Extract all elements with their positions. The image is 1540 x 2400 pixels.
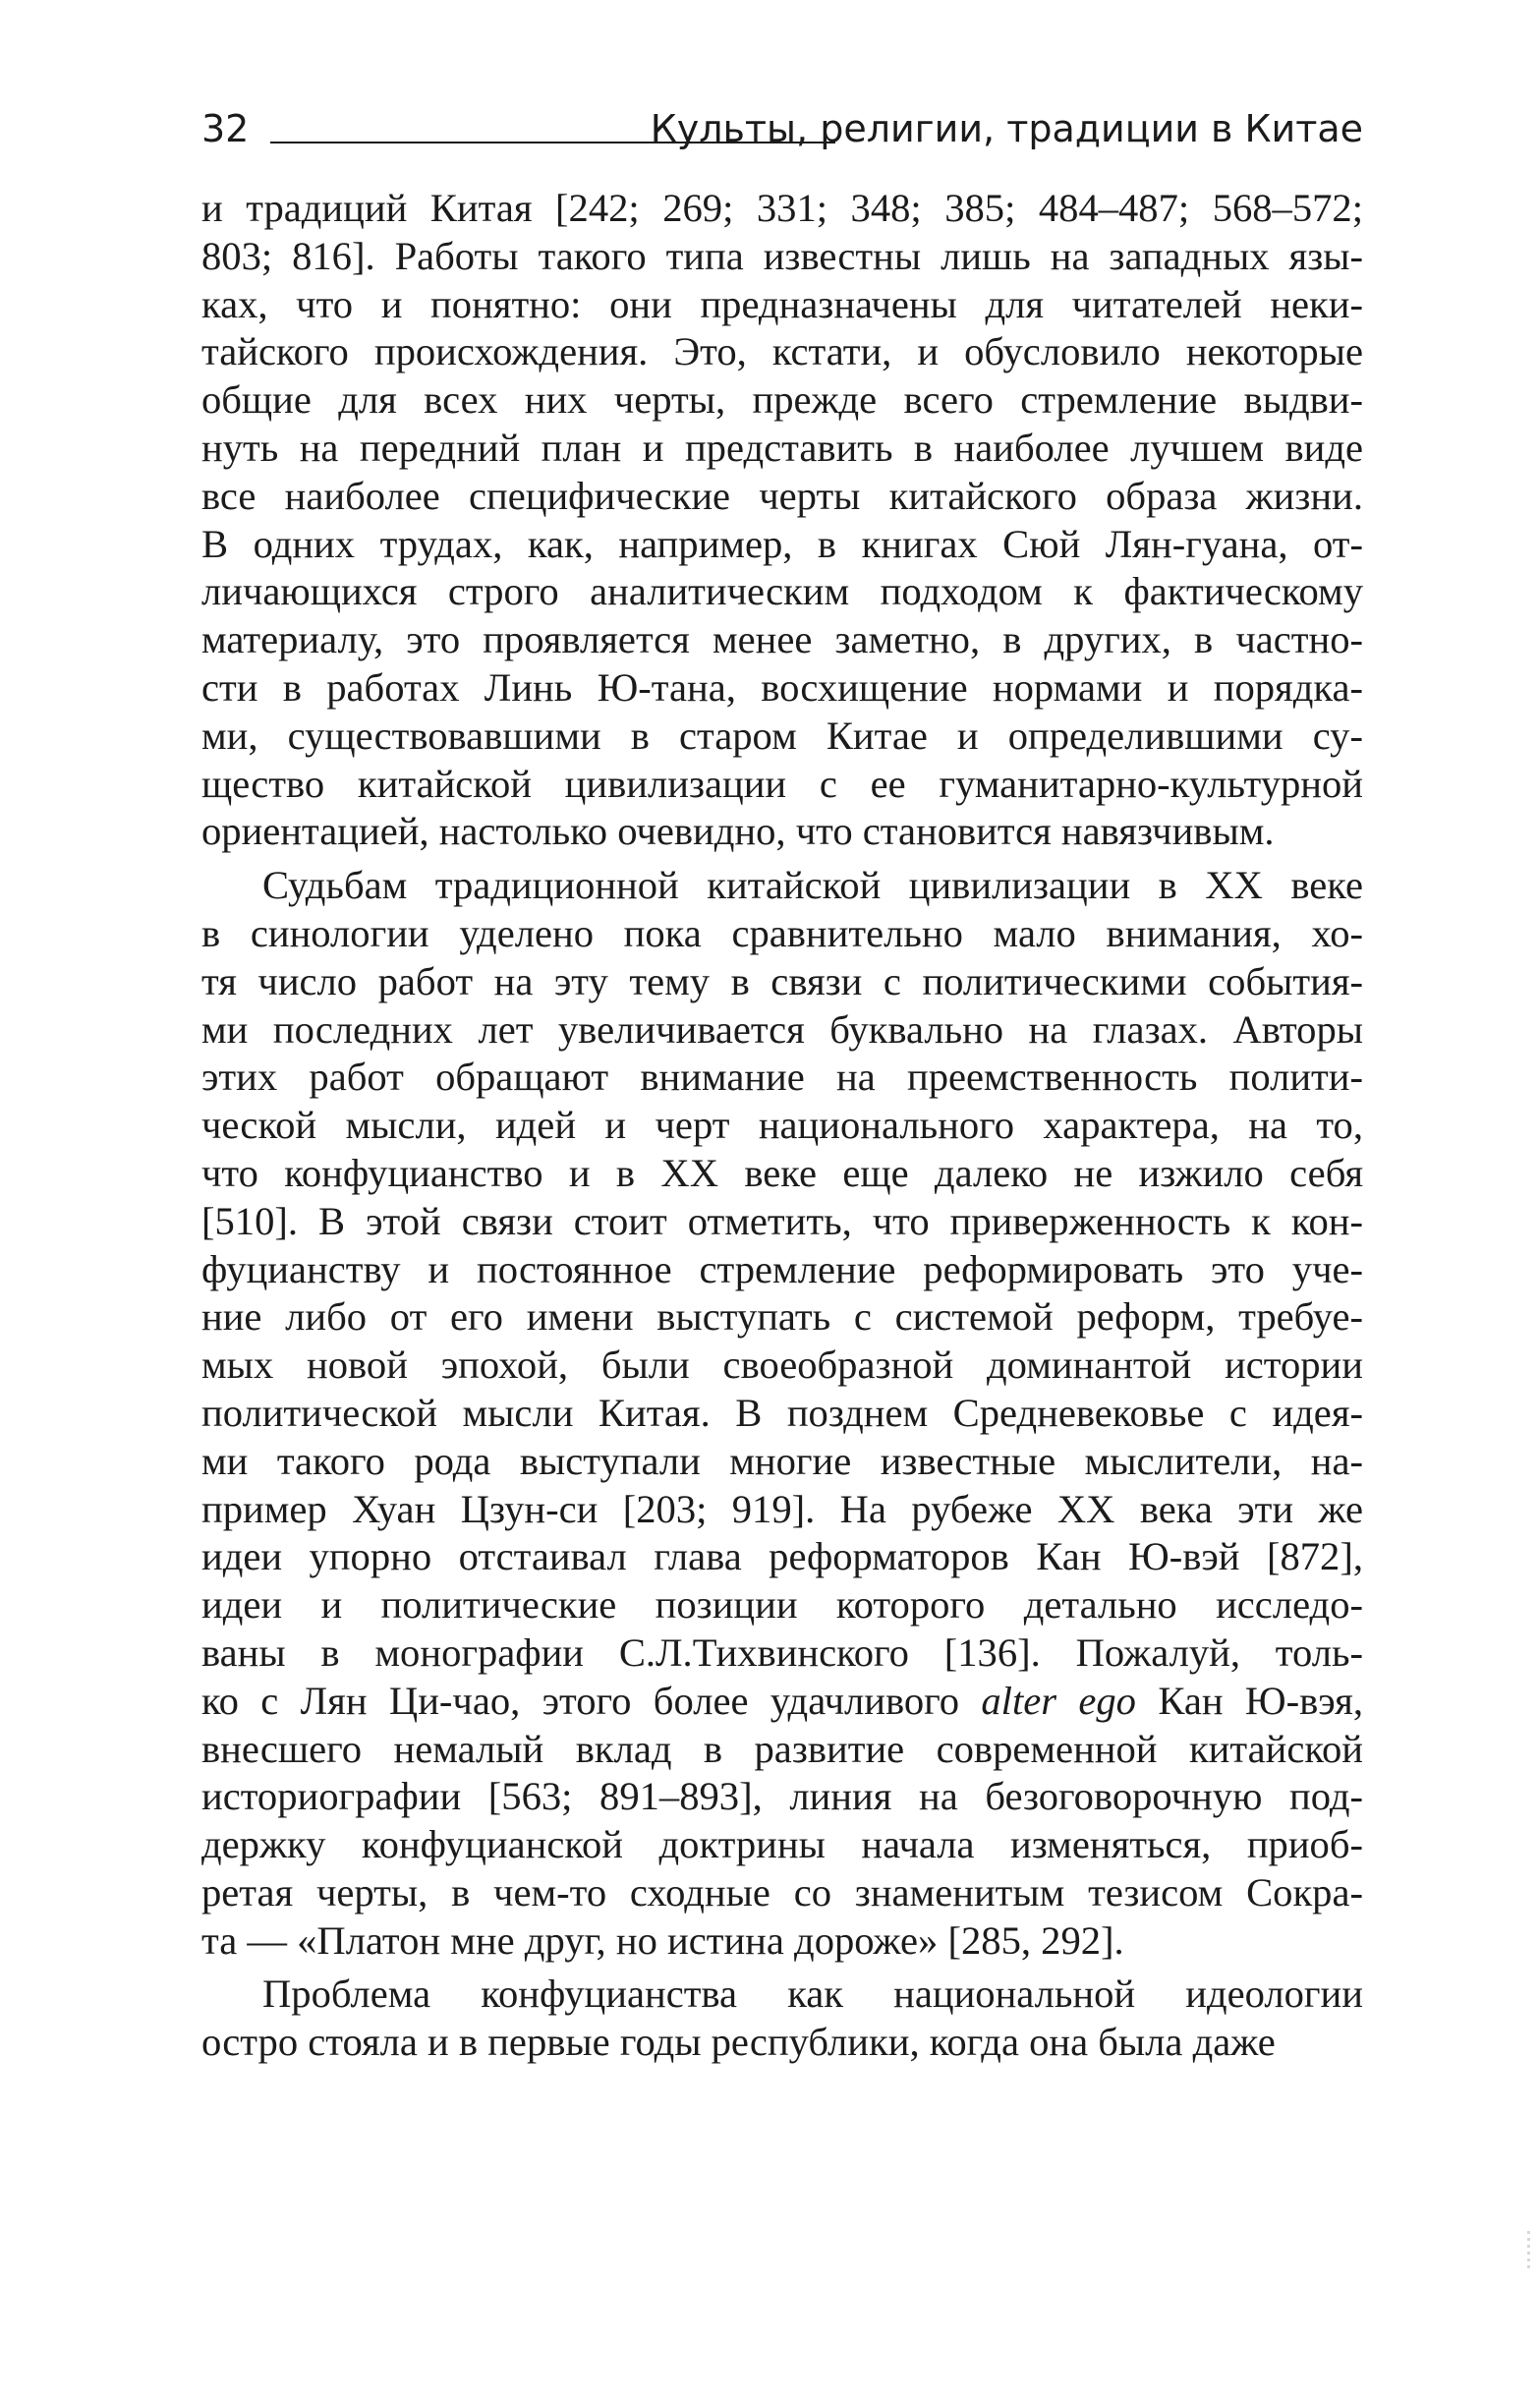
text-line: щество китайской цивилизации с ее гуманитарно-культурной <box>201 761 1363 806</box>
paragraph <box>201 1971 1363 2067</box>
text-line: ваны в монографии С.Л.Тихвинского [136]. Пожалуй, толь- <box>201 1629 1363 1675</box>
text-line: тя число работ на эту тему в связи с политическими события- <box>201 958 1363 1003</box>
text-line: та — «Платон мне друг, но истина дороже» [285, 292]. <box>201 1917 1124 1963</box>
running-title: Культы, религии, традиции в Китае <box>650 107 1363 150</box>
text-line: держку конфуцианской доктрины начала изменяться, приоб- <box>201 1822 1363 1867</box>
text-line: ческой мысли, идей и черт национального характера, на то, <box>201 1103 1363 1148</box>
text-line: остро стояла и в первые годы республики, когда она была даже <box>201 2020 1276 2065</box>
italic-phrase: alter ego <box>981 1678 1136 1723</box>
text-line: ориентацией, настолько очевидно, что становится навязчивым. <box>201 809 1275 854</box>
text-line: и традиций Китая [242; 269; 331; 348; 385; 484–487; 568–572; <box>201 186 1363 230</box>
text-line: тайского происхождения. Это, кстати, и обусловило некоторые <box>201 329 1363 374</box>
text-line: политической мысли Китая. В позднем Средневековье с идея- <box>201 1390 1363 1435</box>
text-line: внесшего немалый вклад в развитие современной китайской <box>201 1726 1363 1771</box>
text-line: пример Хуан Цзун-си [203; 919]. На рубеже XX века эти же <box>201 1486 1363 1531</box>
text-line: ние либо от его имени выступать с системой реформ, требуе- <box>201 1294 1363 1340</box>
paragraph <box>201 185 1363 856</box>
text-line: ках, что и понятно: они предназначены для читателей неки- <box>201 281 1363 326</box>
text-line: что конфуцианство и в XX веке еще далеко не изжило себя <box>201 1150 1363 1195</box>
text-line: этих работ обращают внимание на преемственность полити- <box>201 1055 1363 1100</box>
text-line: сти в работах Линь Ю-тана, восхищение нормами и порядка- <box>201 664 1363 710</box>
text-line: личающихся строго аналитическим подходом к фактическому <box>201 569 1363 614</box>
text-line: фуцианству и постоянное стремление реформировать это уче- <box>201 1246 1363 1291</box>
text-line: ретая черты, в чем-то сходные со знаменитым тезисом Сокра- <box>201 1869 1363 1914</box>
text-line: в синологии уделено пока сравнительно мало внимания, хо- <box>201 910 1363 955</box>
text-line: общие для всех них черты, прежде всего стремление выдви- <box>201 377 1363 423</box>
text-line: Проблема конфуцианства как национальной идеологии <box>262 1971 1363 2017</box>
paragraph <box>201 862 1363 1965</box>
text-line: В одних трудах, как, например, в книгах Сюй Лян-гуана, от- <box>201 521 1363 566</box>
text-line: Судьбам традиционной китайской цивилизации в XX веке <box>262 863 1363 908</box>
text-line: ми такого рода выступали многие известные мыслители, на- <box>201 1438 1363 1483</box>
text-line: историографии [563; 891–893], линия на безоговорочную под- <box>201 1774 1363 1819</box>
text-line: [510]. В этой связи стоит отметить, что приверженность к кон- <box>201 1198 1363 1243</box>
text-line: мых новой эпохой, были своеобразной доминантой истории <box>201 1343 1363 1388</box>
scan-artifact <box>1527 2231 1530 2270</box>
body-text <box>201 185 1363 2067</box>
text-line: ми последних лет увеличивается буквально на глазах. Авторы <box>201 1006 1363 1052</box>
text-line: идеи упорно отстаивал глава реформаторов Кан Ю-вэй [872], <box>201 1534 1363 1579</box>
text-line: 803; 816]. Работы такого типа известны лишь на западных язы- <box>201 233 1363 278</box>
text-line: идеи и политические позиции которого детально исследо- <box>201 1582 1363 1628</box>
running-head <box>201 102 1363 155</box>
text-line: все наиболее специфические черты китайского образа жизни. <box>201 473 1363 518</box>
text-line: ми, существовавшими в старом Китае и определившими су- <box>201 713 1363 758</box>
text-line: материалу, это проявляется менее заметно, в других, в частно- <box>201 617 1363 662</box>
page-number: 32 <box>201 107 250 150</box>
text-line: ко с Лян Ци-чао, этого более удачливого alter ego Кан Ю-вэя, <box>201 1678 1363 1723</box>
text-line: нуть на передний план и представить в наиболее лучшем виде <box>201 425 1363 470</box>
